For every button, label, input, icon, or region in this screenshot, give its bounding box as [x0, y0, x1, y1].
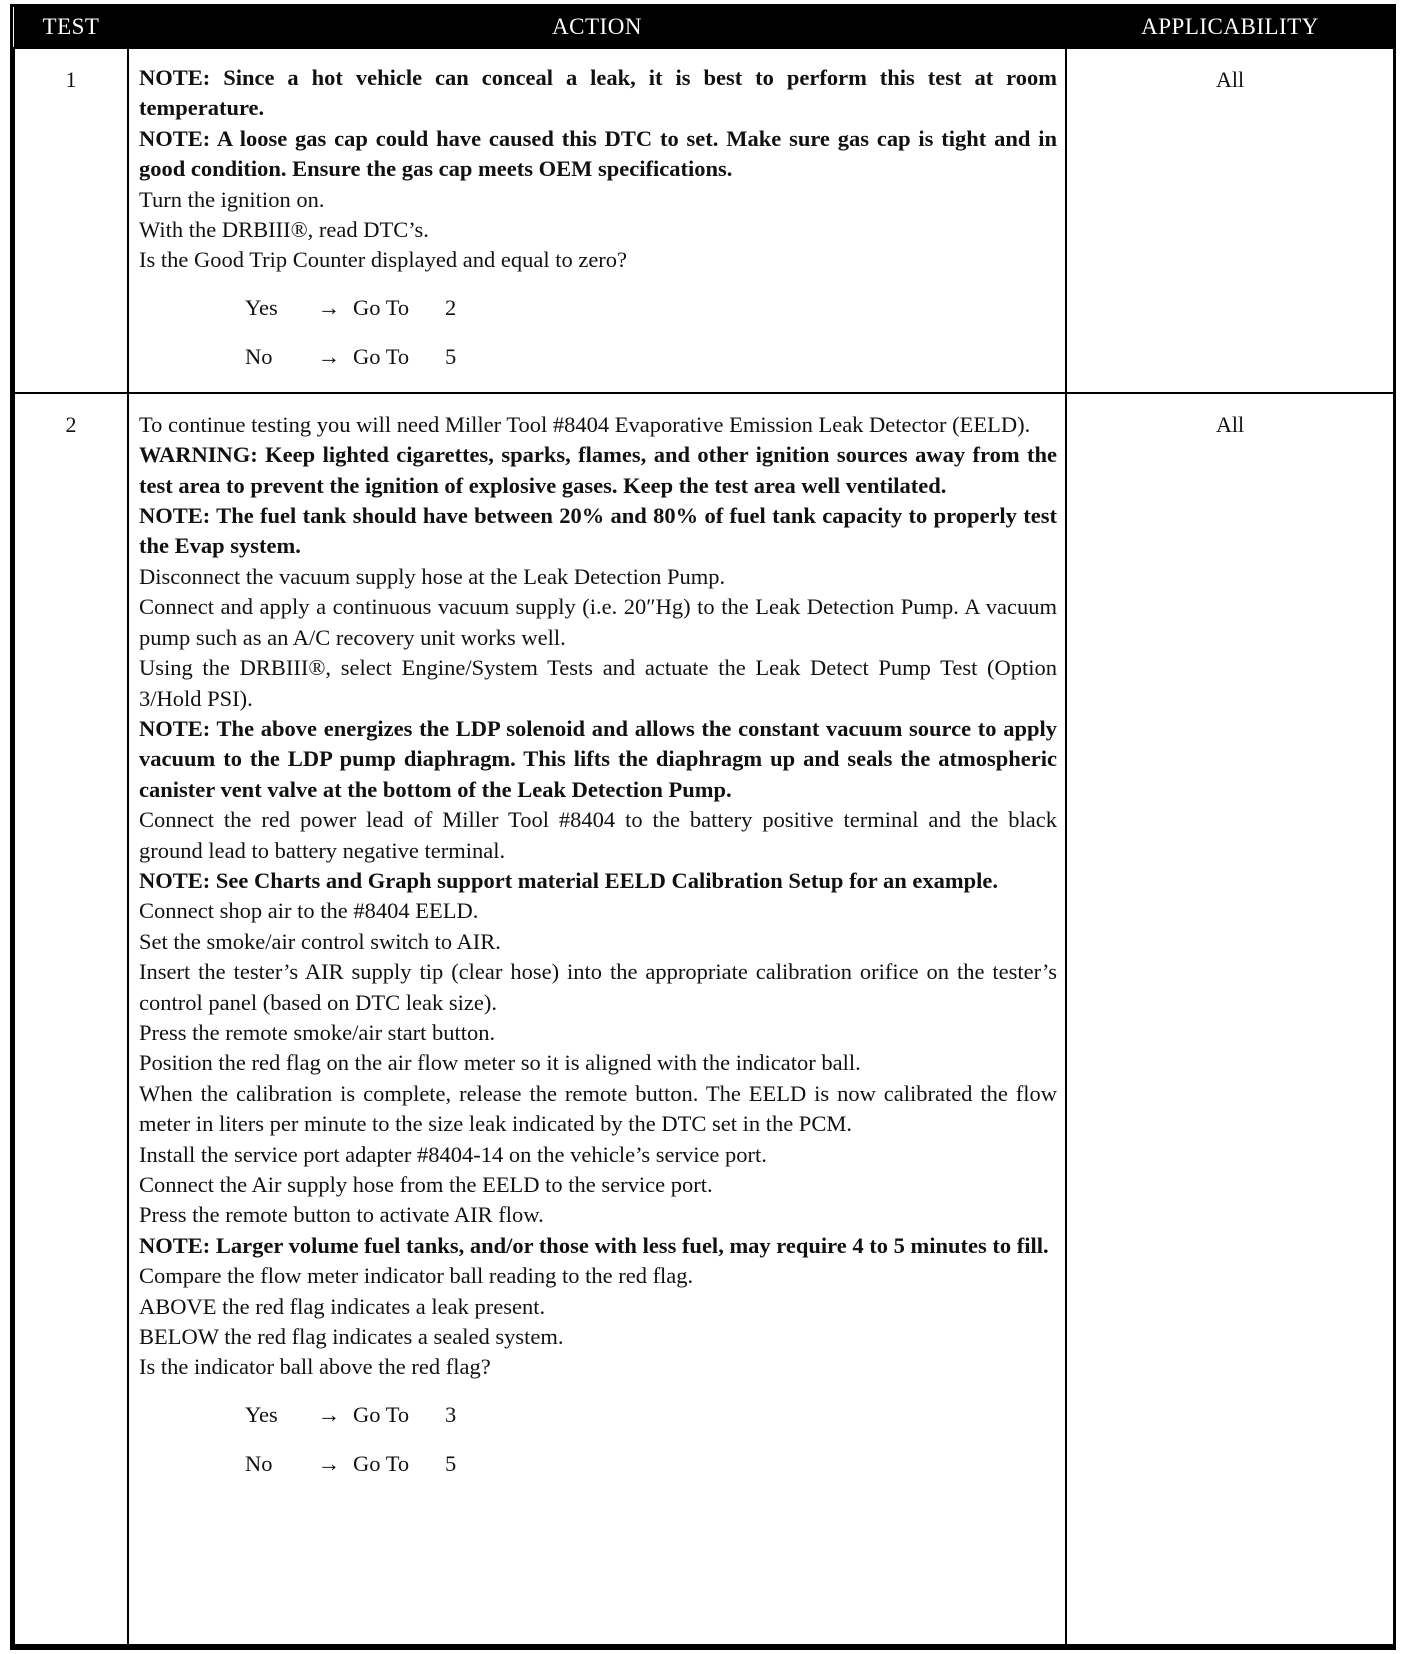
- branch-target: 2: [445, 294, 457, 320]
- branch-no: [245, 1450, 1057, 1499]
- instruction-line: Position the red flag on the air flow meter so it is aligned with the indicator ball.: [139, 1050, 861, 1076]
- branch-answer: Yes: [245, 294, 278, 320]
- instruction-line: ABOVE the red flag indicates a leak present.: [139, 1293, 546, 1319]
- instruction-line: Disconnect the vacuum supply hose at the Leak Detection Pump.: [139, 563, 726, 589]
- test-number: 1: [14, 48, 128, 393]
- instruction-line: Install the service port adapter #8404-14 on the vehicle’s service port.: [139, 1141, 767, 1167]
- arrow-icon: →: [317, 1401, 341, 1427]
- warning-line: WARNING: Keep lighted cigarettes, sparks, flames, and other ignition sources away from the test area to prevent the ignition of explosive gases. Keep the test area well ventilated.: [139, 442, 1057, 498]
- branch-answer: No: [245, 343, 273, 369]
- note-line: NOTE: Larger volume fuel tanks, and/or those with less fuel, may require 4 to 5 minutes to fill.: [139, 1232, 1049, 1258]
- table-header-row: [14, 7, 1394, 48]
- instruction-line: Using the DRBIII®, select Engine/System Tests and actuate the Leak Detect Pump Test (Option 3/Hold PSI).: [139, 655, 1057, 711]
- instruction-line: Connect the red power lead of Miller Tool #8404 to the battery positive terminal and the black ground lead to battery negative terminal.: [139, 807, 1057, 863]
- instruction-line: With the DRBIII®, read DTC’s.: [139, 217, 429, 243]
- branch-yes: [245, 1401, 1057, 1450]
- branch-target: 5: [445, 343, 457, 369]
- branch-list: [245, 294, 1057, 392]
- header-test: TEST: [14, 7, 128, 48]
- applicability-cell: All: [1066, 48, 1394, 393]
- instruction-line: BELOW the red flag indicates a sealed system.: [139, 1324, 564, 1350]
- branch-goto-label: Go To: [353, 294, 410, 320]
- question-line: Is the indicator ball above the red flag?: [139, 1354, 491, 1380]
- action-cell: [128, 393, 1066, 1646]
- action-cell: [128, 48, 1066, 393]
- applicability-cell: All: [1066, 393, 1394, 1646]
- branch-target: 3: [445, 1401, 457, 1427]
- arrow-icon: →: [317, 1450, 341, 1476]
- branch-goto-label: Go To: [353, 1401, 410, 1427]
- diagnostic-test-table: [10, 4, 1396, 1650]
- branch-no: [245, 343, 1057, 392]
- instruction-line: Set the smoke/air control switch to AIR.: [139, 928, 501, 954]
- note-line: NOTE: See Charts and Graph support material EELD Calibration Setup for an example.: [139, 867, 999, 893]
- header-applicability: APPLICABILITY: [1066, 7, 1394, 48]
- instruction-line: Insert the tester’s AIR supply tip (clear hose) into the appropriate calibration orifice on the tester’s control panel (based on DTC leak size).: [139, 959, 1057, 1015]
- instruction-line: Turn the ignition on.: [139, 186, 325, 212]
- header-action: ACTION: [128, 7, 1066, 48]
- instruction-line: Press the remote smoke/air start button.: [139, 1019, 496, 1045]
- test-number: 2: [14, 393, 128, 1646]
- arrow-icon: →: [317, 343, 341, 369]
- test-table: [13, 7, 1395, 1647]
- table-row: [14, 393, 1394, 1646]
- branch-goto-label: Go To: [353, 343, 410, 369]
- branch-goto-label: Go To: [353, 1450, 410, 1476]
- instruction-line: To continue testing you will need Miller Tool #8404 Evaporative Emission Leak Detector (EELD).: [139, 411, 1031, 437]
- branch-answer: Yes: [245, 1401, 278, 1427]
- branch-target: 5: [445, 1450, 457, 1476]
- instruction-line: Compare the flow meter indicator ball reading to the red flag.: [139, 1263, 694, 1289]
- note-line: NOTE: A loose gas cap could have caused this DTC to set. Make sure gas cap is tight and in good condition. Ensure the gas cap meets OEM specifications.: [139, 125, 1057, 182]
- instruction-line: Press the remote button to activate AIR flow.: [139, 1202, 544, 1228]
- note-line: NOTE: Since a hot vehicle can conceal a leak, it is best to perform this test at room temperature.: [139, 65, 1057, 121]
- branch-list: [245, 1401, 1057, 1499]
- instruction-line: Connect the Air supply hose from the EELD to the service port.: [139, 1172, 713, 1197]
- branch-yes: [245, 294, 1057, 343]
- branch-answer: No: [245, 1450, 273, 1476]
- instruction-line: Connect shop air to the #8404 EELD.: [139, 898, 479, 924]
- note-line: NOTE: The fuel tank should have between 20% and 80% of fuel tank capacity to properly test the Evap system.: [139, 503, 1057, 559]
- table-row: [14, 48, 1394, 393]
- note-line: NOTE: The above energizes the LDP solenoid and allows the constant vacuum source to apply vacuum to the LDP pump diaphragm. This lifts the diaphragm up and seals the atmospheric canister vent valve at the bottom of the Leak Detection Pump.: [139, 715, 1057, 802]
- instruction-line: Connect and apply a continuous vacuum supply (i.e. 20″Hg) to the Leak Detection Pump. A vacuum pump such as an A/C recovery unit works well.: [139, 594, 1057, 650]
- instruction-line: When the calibration is complete, release the remote button. The EELD is now calibrated the flow meter in liters per minute to the size leak indicated by the DTC set in the PCM.: [139, 1080, 1057, 1137]
- arrow-icon: →: [317, 294, 341, 320]
- question-line: Is the Good Trip Counter displayed and equal to zero?: [139, 247, 628, 273]
